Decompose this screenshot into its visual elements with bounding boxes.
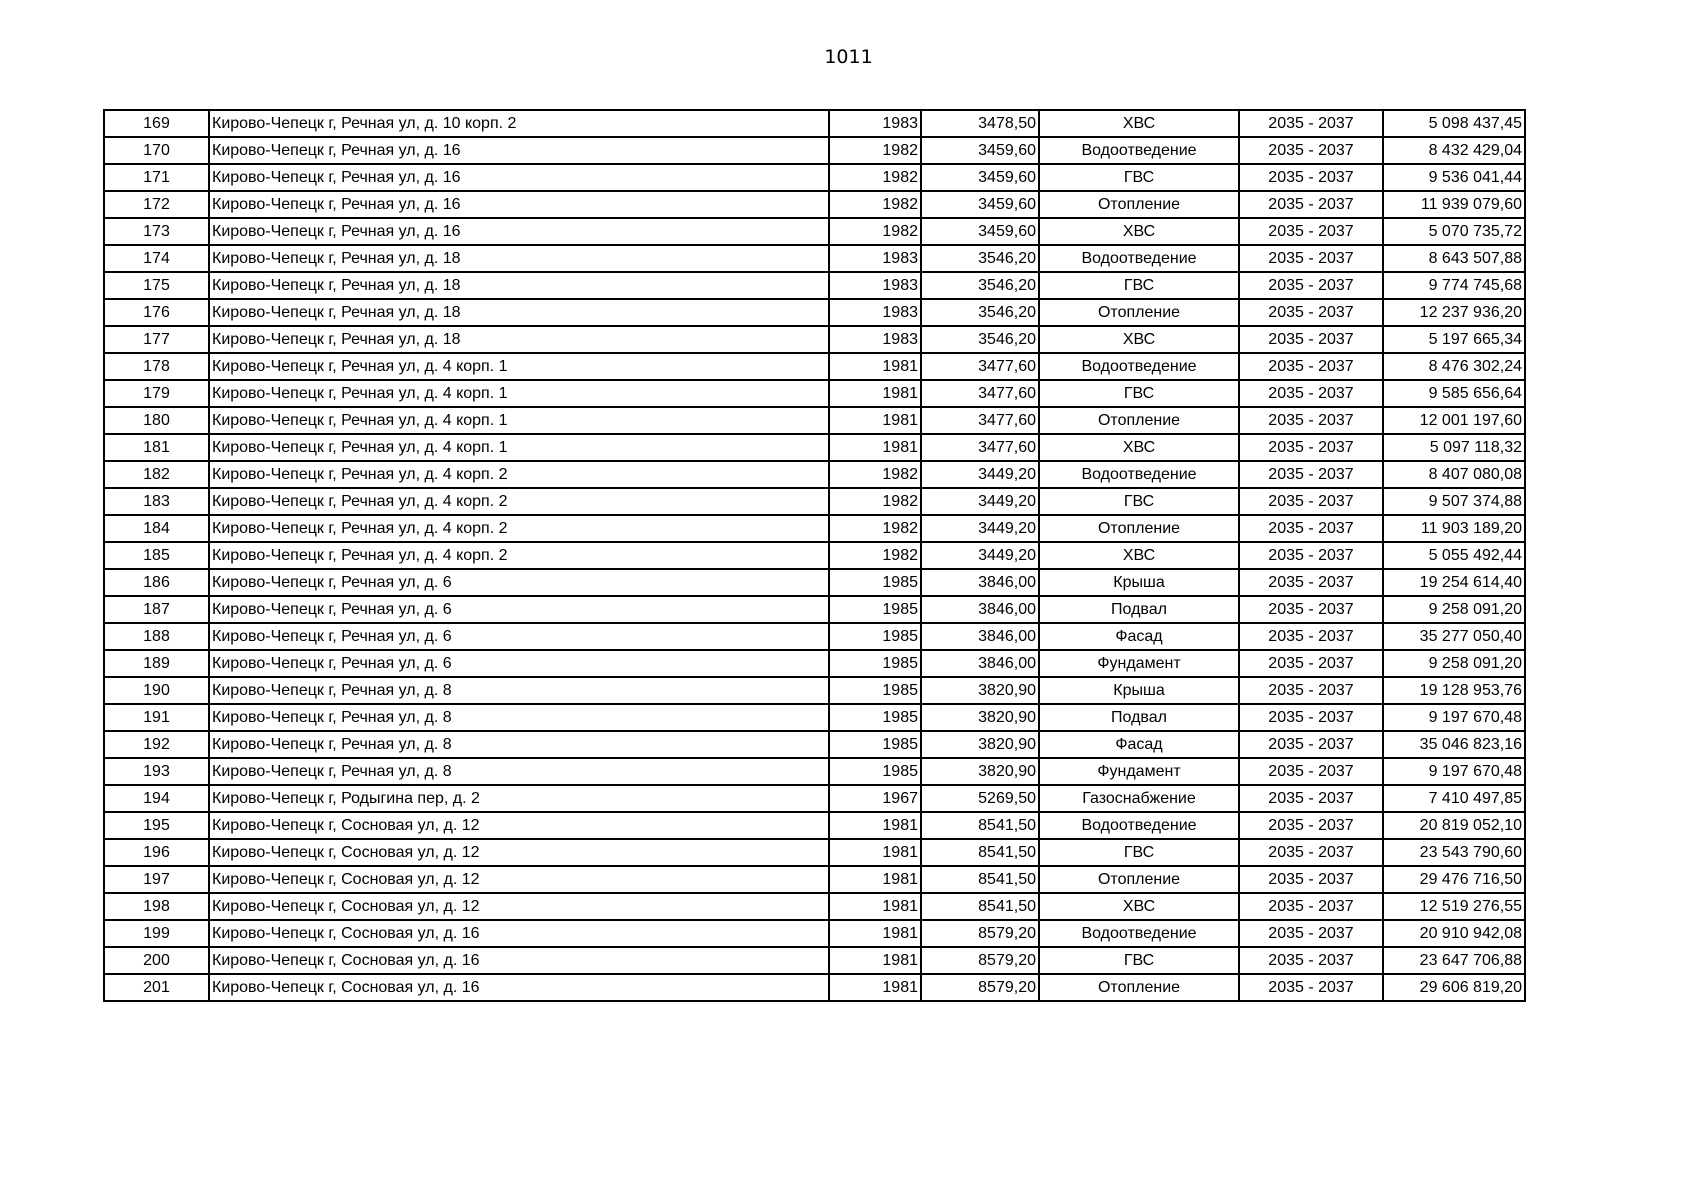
period-cell: 2035 - 2037 xyxy=(1239,812,1383,839)
work-type-cell: Фундамент xyxy=(1039,650,1239,677)
work-type-cell: Крыша xyxy=(1039,677,1239,704)
address-cell: Кирово-Чепецк г, Сосновая ул, д. 16 xyxy=(209,920,829,947)
cost-cell: 5 098 437,45 xyxy=(1383,110,1525,137)
page-number: 1011 xyxy=(824,46,873,68)
period-cell: 2035 - 2037 xyxy=(1239,407,1383,434)
cost-cell: 9 197 670,48 xyxy=(1383,704,1525,731)
row-number-cell: 201 xyxy=(104,974,209,1001)
table-row xyxy=(104,434,1525,461)
area-cell: 5269,50 xyxy=(921,785,1039,812)
area-cell: 3546,20 xyxy=(921,326,1039,353)
work-type-cell: Водоотведение xyxy=(1039,920,1239,947)
row-number-cell: 193 xyxy=(104,758,209,785)
cost-cell: 11 903 189,20 xyxy=(1383,515,1525,542)
period-cell: 2035 - 2037 xyxy=(1239,488,1383,515)
row-number-cell: 179 xyxy=(104,380,209,407)
address-cell: Кирово-Чепецк г, Речная ул, д. 18 xyxy=(209,299,829,326)
row-number-cell: 184 xyxy=(104,515,209,542)
period-cell: 2035 - 2037 xyxy=(1239,326,1383,353)
build-year-cell: 1983 xyxy=(829,299,921,326)
row-number-cell: 187 xyxy=(104,596,209,623)
area-cell: 3546,20 xyxy=(921,299,1039,326)
work-type-cell: Фасад xyxy=(1039,731,1239,758)
row-number-cell: 175 xyxy=(104,272,209,299)
table-row xyxy=(104,893,1525,920)
area-cell: 3449,20 xyxy=(921,461,1039,488)
address-cell: Кирово-Чепецк г, Сосновая ул, д. 16 xyxy=(209,974,829,1001)
build-year-cell: 1982 xyxy=(829,542,921,569)
build-year-cell: 1985 xyxy=(829,731,921,758)
work-type-cell: Отопление xyxy=(1039,974,1239,1001)
row-number-cell: 186 xyxy=(104,569,209,596)
period-cell: 2035 - 2037 xyxy=(1239,110,1383,137)
row-number-cell: 188 xyxy=(104,623,209,650)
build-year-cell: 1981 xyxy=(829,947,921,974)
row-number-cell: 173 xyxy=(104,218,209,245)
area-cell: 8541,50 xyxy=(921,866,1039,893)
row-number-cell: 195 xyxy=(104,812,209,839)
period-cell: 2035 - 2037 xyxy=(1239,461,1383,488)
cost-cell: 8 407 080,08 xyxy=(1383,461,1525,488)
build-year-cell: 1983 xyxy=(829,245,921,272)
work-type-cell: ГВС xyxy=(1039,488,1239,515)
build-year-cell: 1981 xyxy=(829,407,921,434)
row-number-cell: 176 xyxy=(104,299,209,326)
work-type-cell: Фасад xyxy=(1039,623,1239,650)
work-type-cell: Газоснабжение xyxy=(1039,785,1239,812)
period-cell: 2035 - 2037 xyxy=(1239,542,1383,569)
cost-cell: 12 237 936,20 xyxy=(1383,299,1525,326)
table-row xyxy=(104,623,1525,650)
address-cell: Кирово-Чепецк г, Речная ул, д. 4 корп. 1 xyxy=(209,407,829,434)
row-number-cell: 180 xyxy=(104,407,209,434)
address-cell: Кирово-Чепецк г, Речная ул, д. 6 xyxy=(209,569,829,596)
area-cell: 3477,60 xyxy=(921,353,1039,380)
period-cell: 2035 - 2037 xyxy=(1239,164,1383,191)
address-cell: Кирово-Чепецк г, Сосновая ул, д. 12 xyxy=(209,893,829,920)
row-number-cell: 172 xyxy=(104,191,209,218)
work-type-cell: Водоотведение xyxy=(1039,353,1239,380)
work-type-cell: ГВС xyxy=(1039,164,1239,191)
area-cell: 3820,90 xyxy=(921,758,1039,785)
period-cell: 2035 - 2037 xyxy=(1239,245,1383,272)
cost-cell: 8 643 507,88 xyxy=(1383,245,1525,272)
work-type-cell: Отопление xyxy=(1039,299,1239,326)
period-cell: 2035 - 2037 xyxy=(1239,218,1383,245)
work-type-cell: ХВС xyxy=(1039,434,1239,461)
cost-cell: 9 507 374,88 xyxy=(1383,488,1525,515)
period-cell: 2035 - 2037 xyxy=(1239,893,1383,920)
period-cell: 2035 - 2037 xyxy=(1239,920,1383,947)
period-cell: 2035 - 2037 xyxy=(1239,947,1383,974)
build-year-cell: 1983 xyxy=(829,326,921,353)
area-cell: 8541,50 xyxy=(921,812,1039,839)
address-cell: Кирово-Чепецк г, Речная ул, д. 4 корп. 2 xyxy=(209,515,829,542)
table-row xyxy=(104,596,1525,623)
table-row xyxy=(104,812,1525,839)
work-type-cell: Водоотведение xyxy=(1039,245,1239,272)
period-cell: 2035 - 2037 xyxy=(1239,434,1383,461)
period-cell: 2035 - 2037 xyxy=(1239,785,1383,812)
period-cell: 2035 - 2037 xyxy=(1239,569,1383,596)
period-cell: 2035 - 2037 xyxy=(1239,650,1383,677)
work-type-cell: Водоотведение xyxy=(1039,461,1239,488)
build-year-cell: 1985 xyxy=(829,677,921,704)
table-row xyxy=(104,461,1525,488)
build-year-cell: 1982 xyxy=(829,164,921,191)
row-number-cell: 174 xyxy=(104,245,209,272)
period-cell: 2035 - 2037 xyxy=(1239,623,1383,650)
build-year-cell: 1982 xyxy=(829,191,921,218)
table-row xyxy=(104,218,1525,245)
cost-cell: 9 536 041,44 xyxy=(1383,164,1525,191)
row-number-cell: 170 xyxy=(104,137,209,164)
build-year-cell: 1981 xyxy=(829,380,921,407)
table-row xyxy=(104,299,1525,326)
cost-cell: 8 476 302,24 xyxy=(1383,353,1525,380)
address-cell: Кирово-Чепецк г, Речная ул, д. 4 корп. 1 xyxy=(209,380,829,407)
build-year-cell: 1967 xyxy=(829,785,921,812)
build-year-cell: 1982 xyxy=(829,488,921,515)
table-row xyxy=(104,866,1525,893)
area-cell: 3449,20 xyxy=(921,515,1039,542)
period-cell: 2035 - 2037 xyxy=(1239,353,1383,380)
address-cell: Кирово-Чепецк г, Сосновая ул, д. 12 xyxy=(209,839,829,866)
cost-cell: 19 254 614,40 xyxy=(1383,569,1525,596)
work-type-cell: ГВС xyxy=(1039,947,1239,974)
area-cell: 3820,90 xyxy=(921,677,1039,704)
table-row xyxy=(104,272,1525,299)
area-cell: 3477,60 xyxy=(921,407,1039,434)
area-cell: 3820,90 xyxy=(921,704,1039,731)
work-type-cell: ХВС xyxy=(1039,542,1239,569)
cost-cell: 11 939 079,60 xyxy=(1383,191,1525,218)
address-cell: Кирово-Чепецк г, Речная ул, д. 18 xyxy=(209,272,829,299)
address-cell: Кирово-Чепецк г, Речная ул, д. 6 xyxy=(209,596,829,623)
cost-cell: 5 070 735,72 xyxy=(1383,218,1525,245)
table-row xyxy=(104,677,1525,704)
cost-cell: 23 543 790,60 xyxy=(1383,839,1525,866)
table-row xyxy=(104,380,1525,407)
build-year-cell: 1982 xyxy=(829,461,921,488)
row-number-cell: 189 xyxy=(104,650,209,677)
work-type-cell: ГВС xyxy=(1039,839,1239,866)
area-cell: 8579,20 xyxy=(921,947,1039,974)
table-row xyxy=(104,488,1525,515)
address-cell: Кирово-Чепецк г, Речная ул, д. 16 xyxy=(209,191,829,218)
area-cell: 3478,50 xyxy=(921,110,1039,137)
table-row xyxy=(104,542,1525,569)
area-cell: 3846,00 xyxy=(921,569,1039,596)
cost-cell: 20 819 052,10 xyxy=(1383,812,1525,839)
area-cell: 3449,20 xyxy=(921,542,1039,569)
period-cell: 2035 - 2037 xyxy=(1239,272,1383,299)
table-row xyxy=(104,191,1525,218)
cost-cell: 35 277 050,40 xyxy=(1383,623,1525,650)
area-cell: 8579,20 xyxy=(921,920,1039,947)
table-row xyxy=(104,353,1525,380)
cost-cell: 23 647 706,88 xyxy=(1383,947,1525,974)
row-number-cell: 183 xyxy=(104,488,209,515)
cost-cell: 35 046 823,16 xyxy=(1383,731,1525,758)
table-row xyxy=(104,137,1525,164)
cost-cell: 29 606 819,20 xyxy=(1383,974,1525,1001)
table-row xyxy=(104,164,1525,191)
build-year-cell: 1981 xyxy=(829,974,921,1001)
work-type-cell: Подвал xyxy=(1039,704,1239,731)
period-cell: 2035 - 2037 xyxy=(1239,731,1383,758)
cost-cell: 12 519 276,55 xyxy=(1383,893,1525,920)
period-cell: 2035 - 2037 xyxy=(1239,299,1383,326)
row-number-cell: 181 xyxy=(104,434,209,461)
cost-cell: 20 910 942,08 xyxy=(1383,920,1525,947)
build-year-cell: 1981 xyxy=(829,866,921,893)
cost-cell: 9 258 091,20 xyxy=(1383,596,1525,623)
address-cell: Кирово-Чепецк г, Речная ул, д. 16 xyxy=(209,137,829,164)
build-year-cell: 1981 xyxy=(829,920,921,947)
work-type-cell: Водоотведение xyxy=(1039,812,1239,839)
address-cell: Кирово-Чепецк г, Речная ул, д. 10 корп. 2 xyxy=(209,110,829,137)
work-type-cell: ХВС xyxy=(1039,893,1239,920)
period-cell: 2035 - 2037 xyxy=(1239,191,1383,218)
row-number-cell: 198 xyxy=(104,893,209,920)
area-cell: 3846,00 xyxy=(921,623,1039,650)
row-number-cell: 169 xyxy=(104,110,209,137)
cost-cell: 9 197 670,48 xyxy=(1383,758,1525,785)
cost-cell: 5 097 118,32 xyxy=(1383,434,1525,461)
cost-cell: 9 774 745,68 xyxy=(1383,272,1525,299)
period-cell: 2035 - 2037 xyxy=(1239,677,1383,704)
row-number-cell: 178 xyxy=(104,353,209,380)
cost-cell: 5 197 665,34 xyxy=(1383,326,1525,353)
address-cell: Кирово-Чепецк г, Речная ул, д. 4 корп. 2 xyxy=(209,488,829,515)
address-cell: Кирово-Чепецк г, Речная ул, д. 4 корп. 1 xyxy=(209,434,829,461)
work-type-cell: Отопление xyxy=(1039,866,1239,893)
table-row xyxy=(104,704,1525,731)
address-cell: Кирово-Чепецк г, Сосновая ул, д. 16 xyxy=(209,947,829,974)
row-number-cell: 182 xyxy=(104,461,209,488)
build-year-cell: 1982 xyxy=(829,137,921,164)
table-row xyxy=(104,407,1525,434)
address-cell: Кирово-Чепецк г, Сосновая ул, д. 12 xyxy=(209,866,829,893)
area-cell: 3459,60 xyxy=(921,137,1039,164)
row-number-cell: 196 xyxy=(104,839,209,866)
address-cell: Кирово-Чепецк г, Речная ул, д. 4 корп. 1 xyxy=(209,353,829,380)
work-type-cell: Подвал xyxy=(1039,596,1239,623)
registry-table-body xyxy=(104,110,1525,1001)
build-year-cell: 1983 xyxy=(829,272,921,299)
address-cell: Кирово-Чепецк г, Речная ул, д. 8 xyxy=(209,731,829,758)
build-year-cell: 1985 xyxy=(829,569,921,596)
area-cell: 3459,60 xyxy=(921,191,1039,218)
work-type-cell: Отопление xyxy=(1039,191,1239,218)
period-cell: 2035 - 2037 xyxy=(1239,380,1383,407)
work-type-cell: ГВС xyxy=(1039,272,1239,299)
table-row xyxy=(104,515,1525,542)
work-type-cell: Отопление xyxy=(1039,515,1239,542)
build-year-cell: 1985 xyxy=(829,704,921,731)
address-cell: Кирово-Чепецк г, Речная ул, д. 4 корп. 2 xyxy=(209,461,829,488)
table-row xyxy=(104,569,1525,596)
work-type-cell: Фундамент xyxy=(1039,758,1239,785)
work-type-cell: ХВС xyxy=(1039,110,1239,137)
row-number-cell: 190 xyxy=(104,677,209,704)
cost-cell: 29 476 716,50 xyxy=(1383,866,1525,893)
address-cell: Кирово-Чепецк г, Сосновая ул, д. 12 xyxy=(209,812,829,839)
address-cell: Кирово-Чепецк г, Речная ул, д. 18 xyxy=(209,326,829,353)
build-year-cell: 1982 xyxy=(829,515,921,542)
address-cell: Кирово-Чепецк г, Речная ул, д. 8 xyxy=(209,758,829,785)
area-cell: 3477,60 xyxy=(921,434,1039,461)
row-number-cell: 185 xyxy=(104,542,209,569)
work-type-cell: ГВС xyxy=(1039,380,1239,407)
area-cell: 3449,20 xyxy=(921,488,1039,515)
row-number-cell: 200 xyxy=(104,947,209,974)
table-row xyxy=(104,650,1525,677)
row-number-cell: 194 xyxy=(104,785,209,812)
area-cell: 3459,60 xyxy=(921,218,1039,245)
address-cell: Кирово-Чепецк г, Родыгина пер, д. 2 xyxy=(209,785,829,812)
table-row xyxy=(104,920,1525,947)
work-type-cell: ХВС xyxy=(1039,218,1239,245)
period-cell: 2035 - 2037 xyxy=(1239,515,1383,542)
area-cell: 3546,20 xyxy=(921,272,1039,299)
period-cell: 2035 - 2037 xyxy=(1239,758,1383,785)
cost-cell: 19 128 953,76 xyxy=(1383,677,1525,704)
area-cell: 3846,00 xyxy=(921,596,1039,623)
address-cell: Кирово-Чепецк г, Речная ул, д. 16 xyxy=(209,164,829,191)
build-year-cell: 1981 xyxy=(829,839,921,866)
table-row xyxy=(104,110,1525,137)
build-year-cell: 1981 xyxy=(829,893,921,920)
address-cell: Кирово-Чепецк г, Речная ул, д. 16 xyxy=(209,218,829,245)
table-row xyxy=(104,731,1525,758)
cost-cell: 12 001 197,60 xyxy=(1383,407,1525,434)
table-row xyxy=(104,326,1525,353)
period-cell: 2035 - 2037 xyxy=(1239,839,1383,866)
table-row xyxy=(104,785,1525,812)
area-cell: 3820,90 xyxy=(921,731,1039,758)
table-row xyxy=(104,974,1525,1001)
build-year-cell: 1985 xyxy=(829,650,921,677)
cost-cell: 8 432 429,04 xyxy=(1383,137,1525,164)
work-type-cell: Отопление xyxy=(1039,407,1239,434)
build-year-cell: 1985 xyxy=(829,758,921,785)
row-number-cell: 177 xyxy=(104,326,209,353)
row-number-cell: 171 xyxy=(104,164,209,191)
build-year-cell: 1981 xyxy=(829,353,921,380)
area-cell: 8579,20 xyxy=(921,974,1039,1001)
table-row xyxy=(104,758,1525,785)
cost-cell: 9 258 091,20 xyxy=(1383,650,1525,677)
address-cell: Кирово-Чепецк г, Речная ул, д. 6 xyxy=(209,623,829,650)
table-row xyxy=(104,245,1525,272)
work-type-cell: ХВС xyxy=(1039,326,1239,353)
address-cell: Кирово-Чепецк г, Речная ул, д. 8 xyxy=(209,677,829,704)
area-cell: 3459,60 xyxy=(921,164,1039,191)
area-cell: 3846,00 xyxy=(921,650,1039,677)
row-number-cell: 192 xyxy=(104,731,209,758)
area-cell: 8541,50 xyxy=(921,839,1039,866)
period-cell: 2035 - 2037 xyxy=(1239,704,1383,731)
address-cell: Кирово-Чепецк г, Речная ул, д. 4 корп. 2 xyxy=(209,542,829,569)
address-cell: Кирово-Чепецк г, Речная ул, д. 6 xyxy=(209,650,829,677)
area-cell: 8541,50 xyxy=(921,893,1039,920)
build-year-cell: 1981 xyxy=(829,812,921,839)
build-year-cell: 1982 xyxy=(829,218,921,245)
period-cell: 2035 - 2037 xyxy=(1239,866,1383,893)
cost-cell: 9 585 656,64 xyxy=(1383,380,1525,407)
area-cell: 3477,60 xyxy=(921,380,1039,407)
period-cell: 2035 - 2037 xyxy=(1239,137,1383,164)
build-year-cell: 1981 xyxy=(829,434,921,461)
period-cell: 2035 - 2037 xyxy=(1239,596,1383,623)
table-row xyxy=(104,839,1525,866)
cost-cell: 7 410 497,85 xyxy=(1383,785,1525,812)
work-type-cell: Крыша xyxy=(1039,569,1239,596)
work-type-cell: Водоотведение xyxy=(1039,137,1239,164)
registry-table xyxy=(103,109,1526,1002)
cost-cell: 5 055 492,44 xyxy=(1383,542,1525,569)
row-number-cell: 191 xyxy=(104,704,209,731)
build-year-cell: 1985 xyxy=(829,623,921,650)
build-year-cell: 1983 xyxy=(829,110,921,137)
build-year-cell: 1985 xyxy=(829,596,921,623)
table-row xyxy=(104,947,1525,974)
address-cell: Кирово-Чепецк г, Речная ул, д. 8 xyxy=(209,704,829,731)
row-number-cell: 197 xyxy=(104,866,209,893)
period-cell: 2035 - 2037 xyxy=(1239,974,1383,1001)
address-cell: Кирово-Чепецк г, Речная ул, д. 18 xyxy=(209,245,829,272)
area-cell: 3546,20 xyxy=(921,245,1039,272)
row-number-cell: 199 xyxy=(104,920,209,947)
